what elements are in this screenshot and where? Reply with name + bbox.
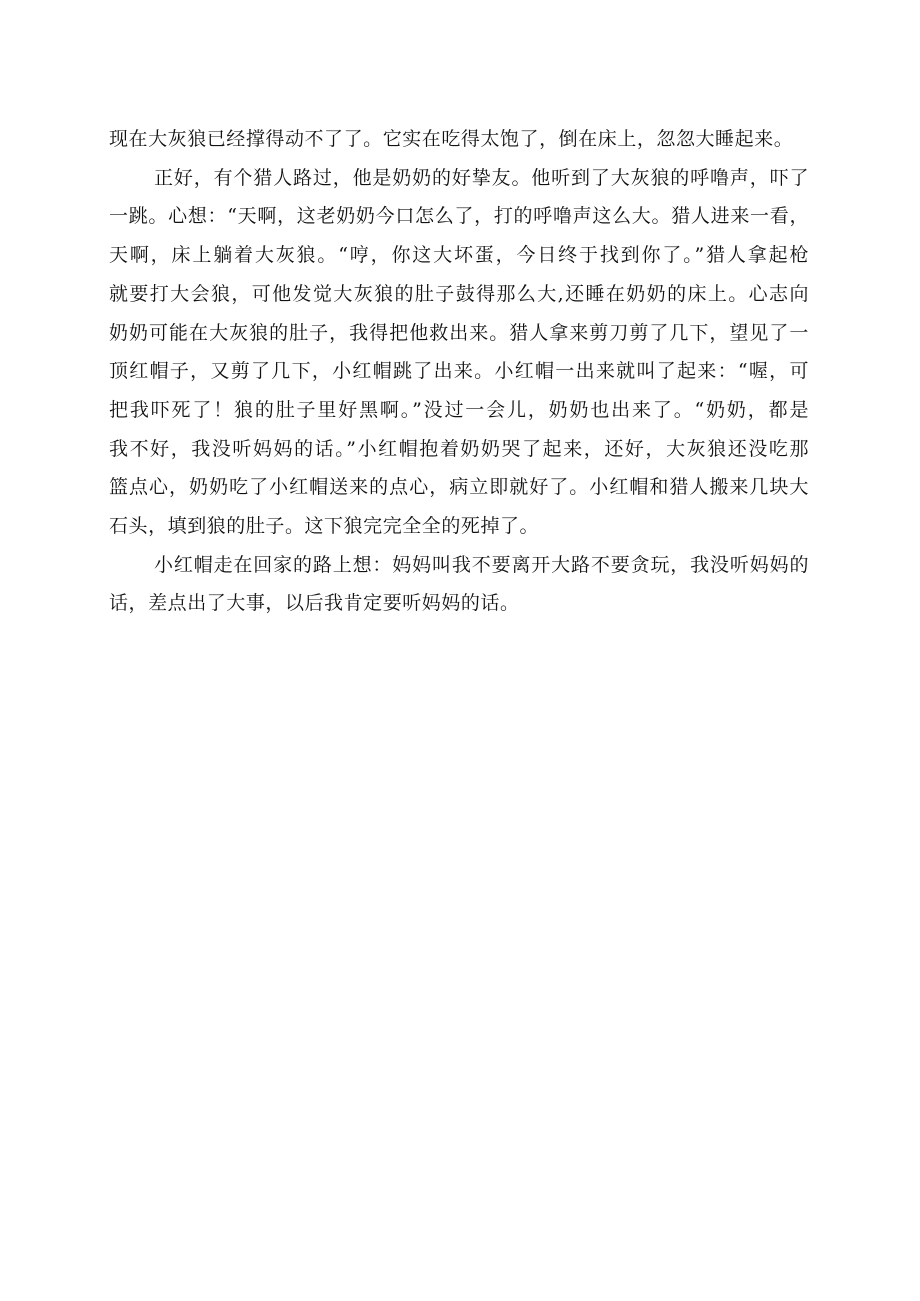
paragraph-line: 把我吓死了！狼的肚子里好黑啊。”没过一会儿，奶奶也出来了。“奶奶，都是 bbox=[109, 398, 809, 421]
paragraph-1 bbox=[109, 120, 809, 159]
paragraph-line: 话，差点出了大事，以后我肯定要听妈妈的话。 bbox=[109, 592, 520, 615]
story-text bbox=[109, 120, 809, 623]
paragraph-line: 就要打大会狼，可他发觉大灰狼的肚子鼓得那么大,还睡在奶奶的床上。心志向 bbox=[109, 282, 809, 305]
paragraph-line: 天啊，床上躺着大灰狼。“哼，你这大坏蛋，今日终于找到你了。”猎人拿起枪 bbox=[109, 244, 809, 267]
paragraph-line: 我不好，我没听妈妈的话。”小红帽抱着奶奶哭了起来，还好，大灰狼还没吃那 bbox=[109, 437, 809, 460]
paragraph-2 bbox=[109, 159, 809, 546]
paragraph-line: 篮点心，奶奶吃了小红帽送来的点心，病立即就好了。小红帽和猎人搬来几块大 bbox=[109, 476, 809, 499]
paragraph-line: 现在大灰狼已经撑得动不了了。它实在吃得太饱了，倒在床上，忽忽大睡起来。 bbox=[109, 128, 794, 150]
paragraph-3 bbox=[109, 546, 809, 623]
paragraph-line: 顶红帽子，又剪了几下，小红帽跳了出来。小红帽一出来就叫了起来：“喔，可 bbox=[109, 360, 809, 383]
paragraph-line: 小红帽走在回家的路上想：妈妈叫我不要离开大路不要贪玩，我没听妈妈的 bbox=[154, 553, 809, 576]
paragraph-line: 一跳。心想：“天啊，这老奶奶今口怎么了，打的呼噜声这么大。猎人进来一看， bbox=[109, 205, 809, 228]
paragraph-line: 正好，有个猎人路过，他是奶奶的好挚友。他听到了大灰狼的呼噜声，吓了 bbox=[154, 166, 809, 189]
paragraph-line: 奶奶可能在大灰狼的肚子，我得把他救出来。猎人拿来剪刀剪了几下，望见了一 bbox=[109, 321, 809, 344]
paragraph-line: 石头，填到狼的肚子。这下狼完完全全的死掉了。 bbox=[109, 515, 540, 538]
